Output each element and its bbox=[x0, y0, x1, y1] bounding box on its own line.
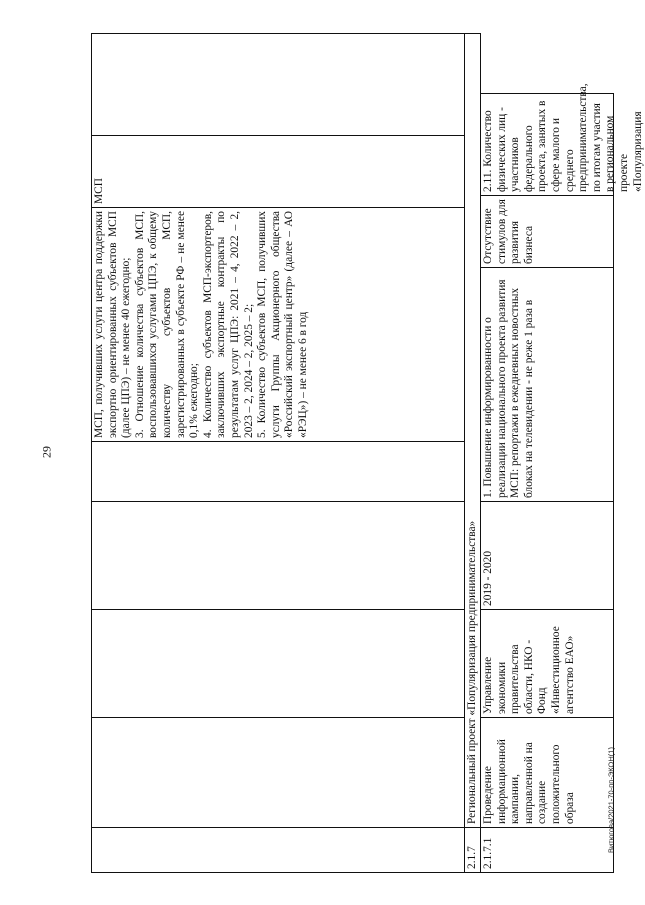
table-row bbox=[91, 33, 465, 873]
cell-measures bbox=[91, 207, 465, 441]
cell-indicator bbox=[91, 33, 465, 135]
cell-executor: Управление экономики правительства области, НКО - Фонд «Инвестиционное агентство ЕАО» bbox=[481, 609, 614, 717]
cell-executor bbox=[91, 609, 465, 717]
cell-result: 1. Повышение информированности о реализации национального проекта развития МСП: репортажи в ежедневных новостных блоках на телевидении - не реже 1 раза в bbox=[481, 267, 614, 501]
section-title: Региональный проект «Популяризация предпринимательства» bbox=[465, 33, 481, 827]
cell-indicator: 2.11. Количество физических лиц - участников федерального проекта, занятых в сфере малого и среднего предпринимательства, по итогам участия в региональном проекте «Популяризация bbox=[481, 93, 614, 195]
cell-name bbox=[91, 717, 465, 827]
measure-text: 3. Отношение количества субъектов МСП, воспользовавшихся услугами ЦПЭ, к общему количеству субъектов МСП, зарегистрированных в субъекте РФ – не менее 0,1% ежегодно; bbox=[133, 211, 201, 438]
table-row bbox=[481, 33, 644, 873]
section-number: 2.1.7 bbox=[465, 827, 481, 873]
cell-consequence: Отсутствие стимулов для развития бизнеса bbox=[481, 195, 614, 267]
cell-result bbox=[91, 441, 465, 501]
measure-text: 4. Количество субъектов МСП-экспортеров, заключивших экспортные контракты по результатам услуг ЦПЭ: 2021 – 4, 2022 – 2, 2023 – 2, 2024 – 2, 2025 – 2; bbox=[201, 211, 255, 438]
section-row bbox=[465, 33, 481, 873]
cell-period bbox=[91, 501, 465, 609]
document-table bbox=[91, 33, 644, 873]
measure-text: 5. Количество субъектов МСП, получивших услуги Группы Акционерного общества «Российский экспортный центр» (далее – АО «РЭЦ») – не менее 6 в год bbox=[256, 211, 309, 438]
cell-number: 2.1.7.1 bbox=[481, 827, 614, 873]
cell-number bbox=[91, 827, 465, 873]
cell-name: Проведение информационной кампании, направленной на создание положительного образа bbox=[481, 717, 614, 827]
page-number: 29 bbox=[39, 446, 54, 458]
cell-problem: МСП bbox=[91, 135, 465, 207]
cell-period: 2019 - 2020 bbox=[481, 501, 614, 609]
measure-text: МСП, получивших услуги центра поддержки экспортно ориентированных субъектов МСП (далее ЦПЭ) – не менее 40 ежегодно; bbox=[93, 211, 133, 438]
footer-code: Витюгова/2021-70-пп-ЭКОН(1) bbox=[606, 747, 616, 853]
